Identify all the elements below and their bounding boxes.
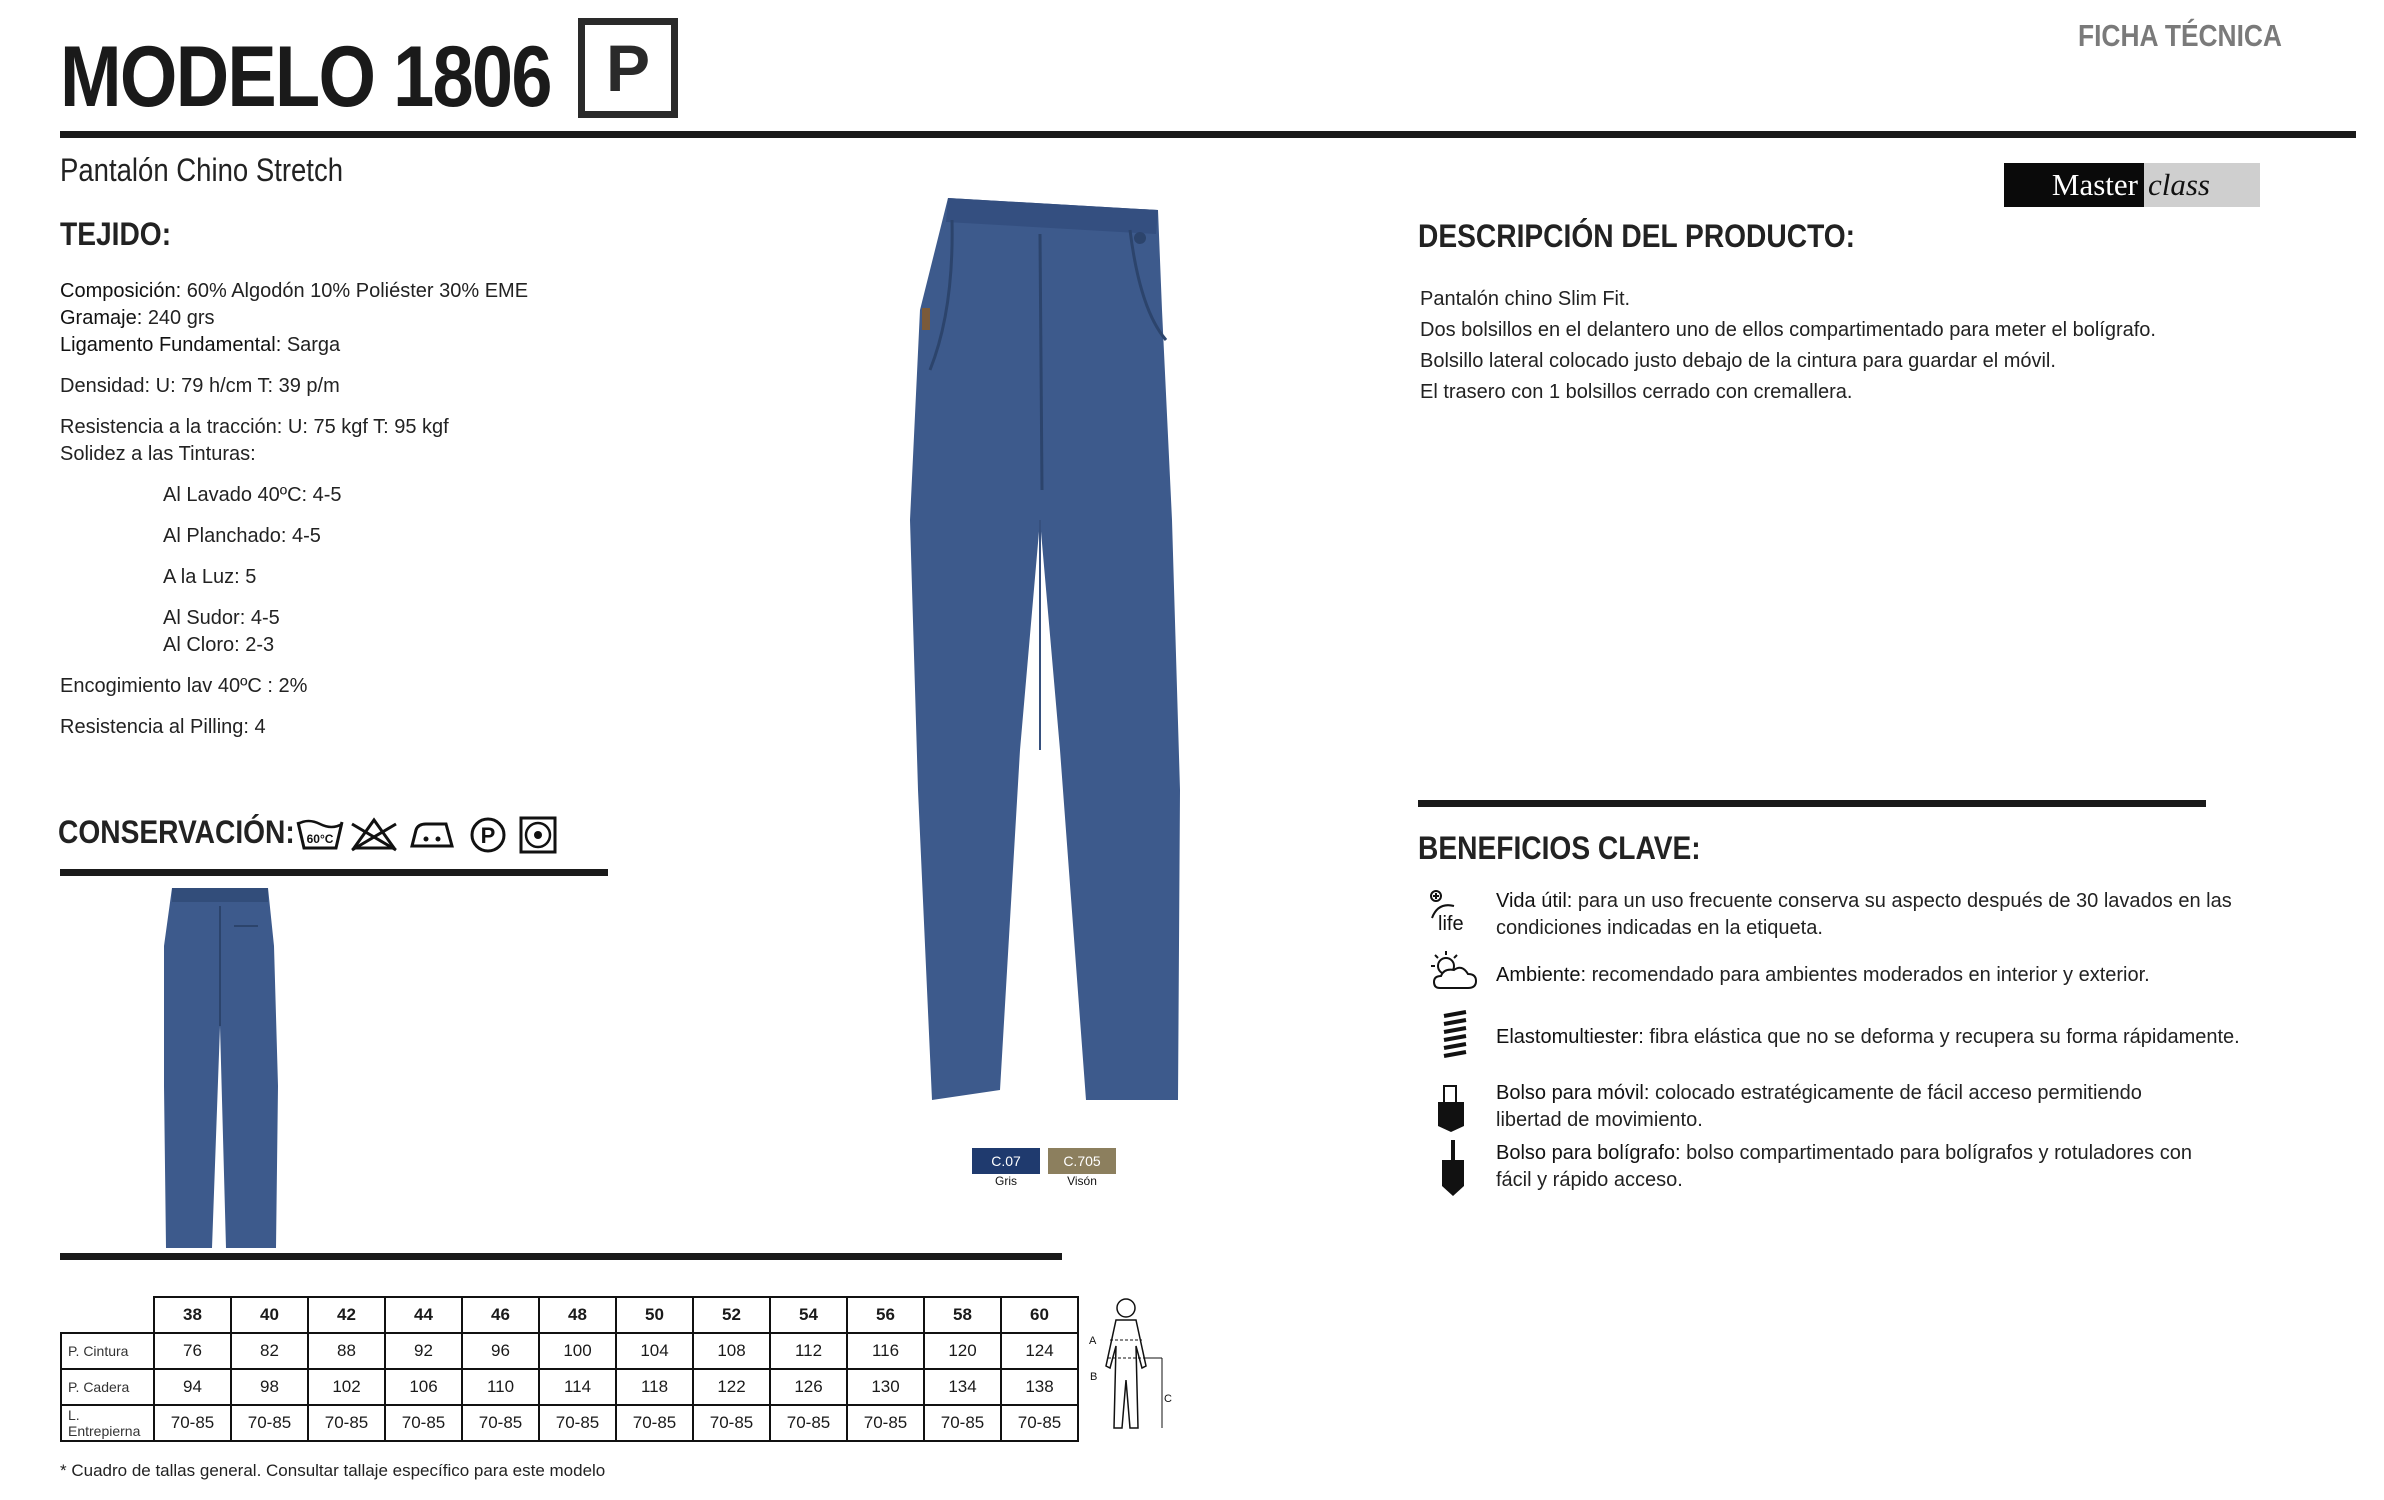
size-header: 44: [385, 1297, 462, 1333]
table-cell: 98: [231, 1369, 308, 1405]
table-cell: 118: [616, 1369, 693, 1405]
spec-lavado: Al Lavado 40ºC: 4-5: [163, 484, 342, 506]
descripcion-line: Dos bolsillos en el delantero uno de ellos compartimentado para meter el bolígrafo.: [1420, 319, 2156, 341]
spec-composicion: Composición: 60% Algodón 10% Poliéster 30% EME: [60, 280, 529, 302]
spec-gramaje: Gramaje: 240 grs: [60, 307, 215, 329]
table-cell: 114: [539, 1369, 616, 1405]
beneficios-divider: [1418, 800, 2206, 807]
sun-cloud-icon: [1428, 950, 1478, 994]
benefit-item-elastomultiester: Elastomultiester: fibra elástica que no se deforma y recupera su forma rápidamente.: [1496, 1026, 2240, 1048]
size-header: 40: [231, 1297, 308, 1333]
table-cell: 82: [231, 1333, 308, 1369]
ficha-tecnica-label: FICHA TÉCNICA: [2078, 18, 2282, 53]
product-subtitle: Pantalón Chino Stretch: [60, 152, 344, 188]
color-swatch-vison-code: C.705: [1048, 1148, 1116, 1174]
care-icons: [296, 814, 562, 854]
p-badge: P: [578, 18, 678, 118]
pants-front-shape: [910, 198, 1180, 1100]
table-cell: 124: [1001, 1333, 1078, 1369]
tejido-specs: [60, 278, 528, 359]
table-cell: 70-85: [539, 1405, 616, 1441]
table-cell: 76: [154, 1333, 231, 1369]
benefit-item-bolso-boligrafo: Bolso para bolígrafo: bolso compartimentado para bolígrafos y rotuladores con fácil y rápido acceso.: [1496, 1142, 2192, 1191]
spec-solidez: Solidez a las Tinturas:: [60, 443, 256, 465]
spec-cloro: Al Cloro: 2-3: [163, 634, 275, 656]
pants-back-image: [150, 886, 290, 1252]
descripcion-line: Bolsillo lateral colocado justo debajo de la cintura para guardar el móvil.: [1420, 350, 2056, 372]
table-cell: 70-85: [924, 1405, 1001, 1441]
benefit-item-vida-util: Vida útil: para un uso frecuente conserva su aspecto después de 30 lavados en las condiciones indicadas en la etiqueta.: [1496, 890, 2232, 939]
no-bleach-icon: [352, 820, 396, 850]
figure-label-a: A: [1089, 1335, 1097, 1347]
masterclass-logo: [2004, 163, 2260, 207]
table-cell: 126: [770, 1369, 847, 1405]
tejido-heading: TEJIDO:: [60, 216, 172, 252]
row-label: L. Entrepierna: [61, 1405, 154, 1441]
model-title: MODELO 1806: [60, 29, 551, 125]
table-cell: 70-85: [770, 1405, 847, 1441]
table-cell: 104: [616, 1333, 693, 1369]
figure-label-c: C: [1164, 1393, 1172, 1405]
table-row: [61, 1405, 1078, 1441]
size-header: 60: [1001, 1297, 1078, 1333]
table-cell: 122: [693, 1369, 770, 1405]
size-header: 50: [616, 1297, 693, 1333]
benefit-item-bolso-movil: Bolso para móvil: colocado estratégicamente de fácil acceso permitiendo libertad de movimiento.: [1496, 1082, 2142, 1131]
color-swatch-gris[interactable]: [972, 1148, 1040, 1188]
descripcion-line: Pantalón chino Slim Fit.: [1420, 288, 1631, 310]
table-cell: 94: [154, 1369, 231, 1405]
svg-text:P: P: [480, 823, 496, 848]
pants-front-image: [890, 190, 1190, 1110]
color-swatch-gris-code: C.07: [972, 1148, 1040, 1174]
size-header: 48: [539, 1297, 616, 1333]
table-cell: 70-85: [385, 1405, 462, 1441]
benefit-item-ambiente: Ambiente: recomendado para ambientes moderados en interior y exterior.: [1496, 964, 2150, 986]
table-cell: 112: [770, 1333, 847, 1369]
descripcion-text: [1420, 284, 2156, 408]
color-swatch-vison-name: Visón: [1067, 1174, 1097, 1188]
spec-resistencia: Resistencia a la tracción: U: 75 kgf T: 95 kgf Solidez a las Tinturas:: [60, 414, 449, 468]
table-cell: 134: [924, 1369, 1001, 1405]
masterclass-logo-master: Master: [2004, 163, 2144, 207]
table-cell: 96: [462, 1333, 539, 1369]
table-cell: 106: [385, 1369, 462, 1405]
pen-pocket-icon: [1440, 1140, 1466, 1198]
body-measure-figure: [1086, 1296, 1176, 1436]
table-cell: 70-85: [462, 1405, 539, 1441]
row-label: P. Cadera: [61, 1369, 154, 1405]
color-swatch-vison[interactable]: [1048, 1148, 1116, 1188]
svg-text:life: life: [1438, 913, 1464, 935]
table-cell: 120: [924, 1333, 1001, 1369]
spec-sudor: Al Sudor: 4-5 Al Cloro: 2-3: [163, 605, 280, 659]
size-header: 58: [924, 1297, 1001, 1333]
size-footnote: * Cuadro de tallas general. Consultar tallaje específico para este modelo: [60, 1461, 606, 1480]
size-header: 38: [154, 1297, 231, 1333]
table-cell: 70-85: [847, 1405, 924, 1441]
table-row: [61, 1369, 1078, 1405]
beneficios-heading: BENEFICIOS CLAVE:: [1418, 830, 1701, 866]
spec-encogimiento: Encogimiento lav 40ºC : 2%: [60, 675, 308, 697]
table-cell: 70-85: [154, 1405, 231, 1441]
spec-planchado: Al Planchado: 4-5: [163, 525, 321, 547]
size-header: 46: [462, 1297, 539, 1333]
conservacion-heading: CONSERVACIÓN:: [58, 814, 295, 850]
table-cell: 70-85: [1001, 1405, 1078, 1441]
figure-label-b: B: [1090, 1371, 1098, 1383]
descripcion-line: El trasero con 1 bolsillos cerrado con cremallera.: [1420, 381, 1853, 403]
spring-icon: [1440, 1010, 1470, 1058]
life-icon: [1428, 888, 1472, 936]
table-cell: 70-85: [693, 1405, 770, 1441]
table-row: [61, 1333, 1078, 1369]
table-cell: 70-85: [616, 1405, 693, 1441]
table-cell: 92: [385, 1333, 462, 1369]
dry-clean-p-icon: [472, 819, 504, 851]
size-table-divider: [60, 1253, 1062, 1260]
conservacion-divider: [60, 869, 608, 876]
size-table-grid: [60, 1296, 1079, 1442]
descripcion-heading: DESCRIPCIÓN DEL PRODUCTO:: [1418, 218, 1856, 254]
phone-pocket-icon: [1436, 1084, 1466, 1134]
wash-temp-label: 60°C: [306, 832, 334, 846]
color-swatch-gris-name: Gris: [995, 1174, 1017, 1188]
masterclass-logo-class: class: [2144, 163, 2260, 207]
spec-ligamento: Ligamento Fundamental: Sarga: [60, 334, 341, 356]
table-cell: 116: [847, 1333, 924, 1369]
table-cell: 130: [847, 1369, 924, 1405]
size-header: 42: [308, 1297, 385, 1333]
table-row: [61, 1297, 1078, 1333]
table-cell: 100: [539, 1333, 616, 1369]
wash-60-icon: [298, 821, 342, 848]
size-header: 54: [770, 1297, 847, 1333]
table-cell: 70-85: [231, 1405, 308, 1441]
table-cell: 108: [693, 1333, 770, 1369]
iron-medium-icon: [412, 824, 452, 846]
size-header: 56: [847, 1297, 924, 1333]
table-cell: 88: [308, 1333, 385, 1369]
spec-pilling: Resistencia al Pilling: 4: [60, 716, 266, 738]
size-table: [60, 1296, 1079, 1442]
table-cell: 102: [308, 1369, 385, 1405]
tumble-dry-icon: [521, 818, 555, 852]
size-header: 52: [693, 1297, 770, 1333]
spec-densidad: Densidad: U: 79 h/cm T: 39 p/m: [60, 375, 340, 397]
header-divider: [60, 131, 2356, 138]
table-cell: 70-85: [308, 1405, 385, 1441]
spec-luz: A la Luz: 5: [163, 566, 257, 588]
table-cell: 138: [1001, 1369, 1078, 1405]
row-label: P. Cintura: [61, 1333, 154, 1369]
table-cell: 110: [462, 1369, 539, 1405]
